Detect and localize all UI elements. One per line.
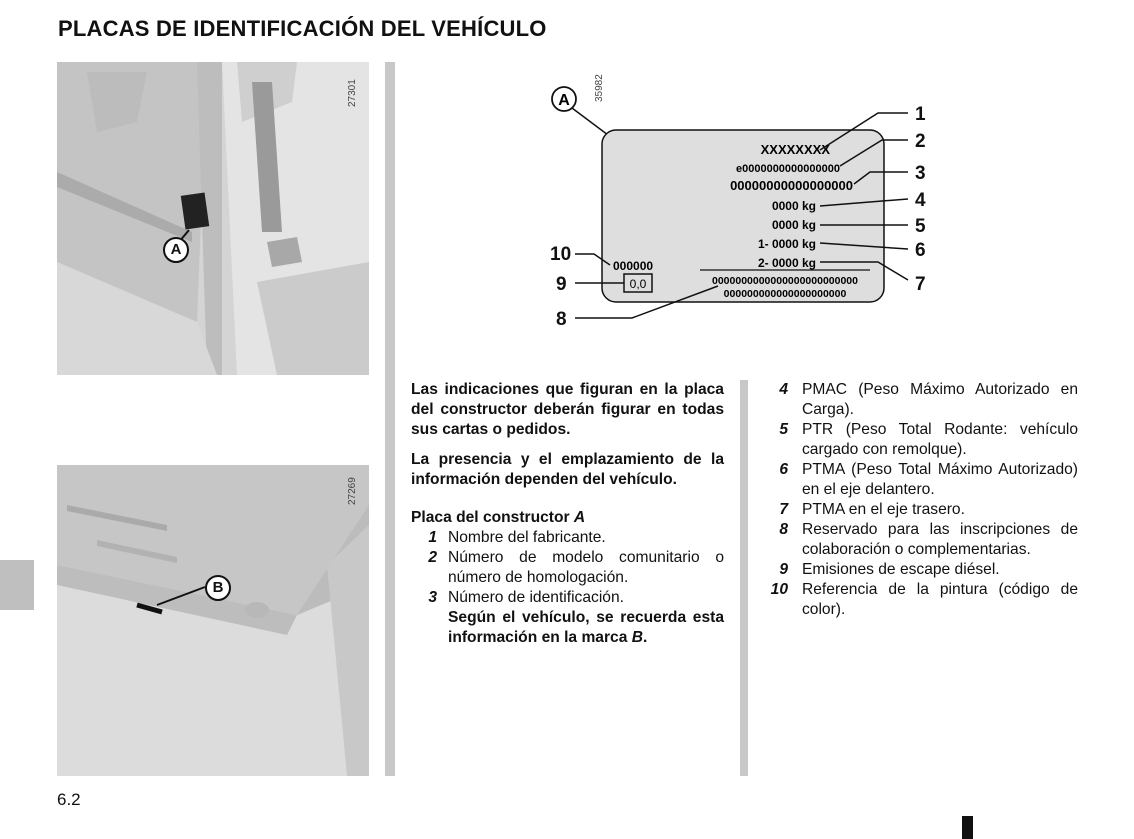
plate-note [448, 608, 724, 648]
plate-number-3: 3 [915, 163, 926, 184]
plate-note-text: Según el vehículo, se recuerda esta información en la marca [448, 609, 724, 646]
item-number: 9 [779, 561, 788, 578]
plate-number-10: 10 [550, 244, 572, 265]
plate-note-end: . [643, 629, 648, 646]
item-number: 5 [779, 421, 788, 438]
photo-door-pillar [57, 62, 369, 375]
callout-a: A [558, 92, 570, 109]
manufacturer-plate-diagram [540, 62, 960, 332]
plate-reserved-line-1: 0000000000000000000000000 [712, 275, 858, 287]
page-number: 6.2 [57, 790, 81, 809]
page-edge-marker [962, 816, 973, 839]
item-number: 2 [428, 549, 437, 566]
plate-items-list-right [768, 380, 1078, 620]
item-number: 4 [779, 381, 788, 398]
plate-model-number: e0000000000000000 [735, 163, 840, 175]
intro-column [411, 380, 724, 648]
list-item [768, 460, 1078, 500]
list-item [411, 588, 724, 648]
list-item [768, 500, 1078, 520]
plate-emissions: 0,0 [629, 277, 647, 291]
plate-note-ref: B [631, 629, 643, 646]
item-text: PMAC (Peso Máximo Autorizado en Carga). [802, 381, 1078, 418]
callout-b: B [205, 575, 231, 601]
windscreen-illustration [57, 465, 369, 776]
section-tab [0, 560, 34, 610]
figure-ref: 35982 [594, 74, 605, 102]
door-pillar-illustration [57, 62, 369, 375]
figure-ref: 27269 [347, 477, 358, 505]
list-item [768, 380, 1078, 420]
item-text: PTR (Peso Total Rodante: vehículo cargado con remolque). [802, 421, 1078, 458]
column-rule [385, 62, 395, 776]
plate-manufacturer: XXXXXXXX [760, 142, 830, 157]
plate-vin: 00000000000000000 [730, 178, 853, 193]
item-text: Nombre del fabricante. [448, 529, 606, 546]
item-text: Reservado para las inscripciones de colaboración o complementarias. [802, 521, 1078, 558]
photo-windscreen [57, 465, 369, 776]
intro-paragraph-1: Las indicaciones que figuran en la placa del constructor deberán figurar en todas sus cartas o pedidos. [411, 381, 724, 438]
list-item [768, 520, 1078, 560]
list-item [768, 420, 1078, 460]
item-number: 10 [770, 581, 788, 598]
plate-number-8: 8 [556, 309, 567, 330]
plate-section-heading-text: Placa del constructor [411, 509, 574, 526]
items-column [768, 380, 1078, 620]
plate-number-6: 6 [915, 240, 926, 261]
item-text: Referencia de la pintura (código de color). [802, 581, 1078, 618]
plate-number-9: 9 [556, 274, 567, 295]
plate-number-7: 7 [915, 274, 926, 295]
plate-front-axle: 1- 0000 kg [757, 237, 816, 251]
item-number: 6 [779, 461, 788, 478]
item-number: 7 [779, 501, 788, 518]
list-item [768, 560, 1078, 580]
item-text: Emisiones de escape diésel. [802, 561, 1000, 578]
column-rule [740, 380, 748, 776]
list-item [768, 580, 1078, 620]
item-text: PTMA (Peso Total Máximo Autorizado) en el eje delantero. [802, 461, 1078, 498]
list-item [411, 548, 724, 588]
plate-reserved-line-2: 000000000000000000000 [723, 288, 847, 300]
plate-rear-axle: 2- 0000 kg [757, 256, 816, 270]
plate-gvwr: 0000 kg [771, 199, 816, 213]
page-title: PLACAS DE IDENTIFICACIÓN DEL VEHÍCULO [58, 16, 547, 41]
item-number: 1 [428, 529, 437, 546]
plate-section-heading [411, 508, 724, 528]
callout-a: A [163, 237, 189, 263]
item-text: PTMA en el eje trasero. [802, 501, 965, 518]
plate-number-5: 5 [915, 216, 926, 237]
item-number: 3 [428, 589, 437, 606]
item-text: Número de modelo comunitario o número de homologación. [448, 549, 724, 586]
intro-paragraph-2: La presencia y el emplazamiento de la información dependen del vehículo. [411, 451, 724, 488]
figure-ref: 27301 [347, 79, 358, 107]
plate-gcwr: 0000 kg [771, 218, 816, 232]
plate-items-list-left [411, 528, 724, 648]
plate-number-4: 4 [915, 190, 926, 211]
plate-number-2: 2 [915, 131, 926, 152]
item-number: 8 [779, 521, 788, 538]
item-text: Número de identificación. [448, 589, 624, 606]
plate-paint-code: 000000 [613, 259, 654, 273]
list-item [411, 528, 724, 548]
plate-section-heading-ref: A [573, 509, 586, 526]
plate-number-1: 1 [915, 104, 926, 125]
